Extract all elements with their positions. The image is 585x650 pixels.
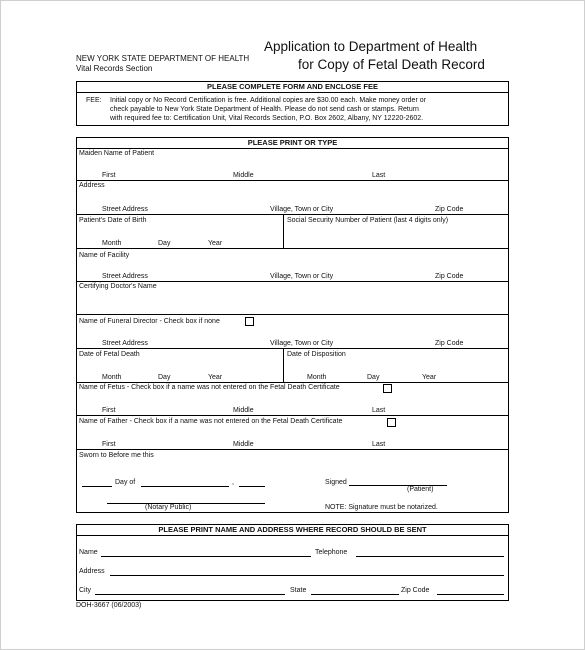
disposition-date-field[interactable]: [287, 360, 507, 372]
last-label: Last: [372, 407, 386, 414]
divider: [77, 415, 508, 416]
day-label: Day: [158, 374, 171, 381]
divider: [77, 314, 508, 315]
mail-address-label: Address: [79, 568, 105, 575]
no-fetus-name-checkbox[interactable]: [383, 384, 392, 393]
divider: [77, 348, 508, 349]
funeral-label: Name of Funeral Director - Check box if none: [79, 318, 220, 325]
funeral-director-field[interactable]: [79, 328, 507, 338]
middle-label: Middle: [233, 407, 254, 414]
fee-text-line2: check payable to New York State Department of Health. Please do not send cash or stamps. Return: [110, 106, 419, 113]
street-address-label: Street Address: [102, 340, 148, 347]
first-label: First: [102, 441, 116, 448]
comma: ,: [232, 479, 234, 486]
fee-text-line1: Initial copy or No Record Certification is free. Additional copies are $30.00 each. Make money order or: [110, 97, 426, 104]
patient-label: (Patient): [407, 486, 434, 493]
form-number: DOH-3667 (06/2003): [76, 602, 142, 609]
year-label: Year: [208, 240, 223, 247]
ssn-label: Social Security Number of Patient (last 4 digits only): [287, 217, 449, 224]
month-label: Month: [102, 240, 122, 247]
facility-label: Name of Facility: [79, 252, 130, 259]
father-name-field[interactable]: [79, 429, 507, 439]
agency-name: NEW YORK STATE DEPARTMENT OF HEALTH: [76, 54, 250, 63]
month-label: Month: [307, 374, 327, 381]
form-heading: PLEASE PRINT OR TYPE: [77, 138, 508, 149]
fetus-name-field[interactable]: [79, 395, 507, 405]
fee-box: [76, 81, 509, 126]
street-address-label: Street Address: [102, 273, 148, 280]
no-funeral-director-checkbox[interactable]: [245, 317, 254, 326]
facility-field[interactable]: [79, 260, 507, 272]
month-blank[interactable]: [141, 486, 229, 487]
fee-label: FEE:: [86, 97, 102, 104]
doctor-label: Certifying Doctor's Name: [79, 283, 157, 290]
mail-zip-label: Zip Code: [401, 587, 430, 594]
ssn-field[interactable]: [287, 226, 507, 244]
address-label: Address: [79, 182, 105, 189]
year-blank[interactable]: [239, 486, 265, 487]
notary-label: (Notary Public): [145, 504, 192, 511]
patient-address-field[interactable]: [79, 190, 507, 204]
city-label: City: [79, 587, 92, 594]
father-label: Name of Father - Check box if a name was not entered on the Fetal Death Certificate: [79, 418, 343, 425]
patient-form: [76, 137, 509, 513]
mail-heading: PLEASE PRINT NAME AND ADDRESS WHERE RECORD SHOULD BE SENT: [77, 525, 508, 536]
divider: [77, 214, 508, 215]
page-title: Application to Department of Health: [264, 39, 478, 54]
day-label: Day: [367, 374, 380, 381]
divider: [77, 248, 508, 249]
sworn-label: Sworn to Before me this: [79, 452, 154, 459]
street-address-label: Street Address: [102, 206, 148, 213]
zip-label: Zip Code: [435, 206, 464, 213]
month-label: Month: [102, 374, 122, 381]
day-label: Day: [158, 240, 171, 247]
state-field[interactable]: [311, 594, 399, 595]
divider: [77, 449, 508, 450]
middle-label: Middle: [233, 172, 254, 179]
village-label: Village, Town or City: [270, 206, 334, 213]
mail-zip-field[interactable]: [437, 594, 504, 595]
divider: [77, 281, 508, 282]
last-label: Last: [372, 441, 386, 448]
village-label: Village, Town or City: [270, 340, 334, 347]
village-label: Village, Town or City: [270, 273, 334, 280]
disposition-date-label: Date of Disposition: [287, 351, 346, 358]
day-blank[interactable]: [82, 486, 112, 487]
column-divider: [283, 214, 284, 248]
first-label: First: [102, 172, 116, 179]
middle-label: Middle: [233, 441, 254, 448]
fee-heading: PLEASE COMPLETE FORM AND ENCLOSE FEE: [77, 82, 508, 93]
fetal-death-date-label: Date of Fetal Death: [79, 351, 140, 358]
mailing-address-form: [76, 524, 509, 601]
divider: [77, 180, 508, 181]
section-name: Vital Records Section: [76, 64, 153, 73]
maiden-name-label: Maiden Name of Patient: [79, 150, 155, 157]
year-label: Year: [422, 374, 437, 381]
doctor-field[interactable]: [79, 292, 507, 310]
signed-label: Signed: [325, 479, 347, 486]
column-divider: [283, 348, 284, 382]
fetal-death-date-field[interactable]: [79, 360, 279, 372]
no-father-name-checkbox[interactable]: [387, 418, 396, 427]
city-field[interactable]: [95, 594, 285, 595]
mail-name-label: Name: [79, 549, 98, 556]
telephone-label: Telephone: [315, 549, 348, 556]
telephone-field[interactable]: [356, 556, 504, 557]
zip-label: Zip Code: [435, 273, 464, 280]
page-title-line2: for Copy of Fetal Death Record: [298, 57, 485, 72]
year-label: Year: [208, 374, 223, 381]
first-label: First: [102, 407, 116, 414]
dob-field[interactable]: [79, 226, 279, 238]
day-of-label: Day of: [115, 479, 136, 486]
mail-address-field[interactable]: [110, 575, 504, 576]
state-label: State: [290, 587, 307, 594]
zip-label: Zip Code: [435, 340, 464, 347]
divider: [77, 382, 508, 383]
fetus-label: Name of Fetus - Check box if a name was not entered on the Fetal Death Certificate: [79, 384, 340, 391]
fee-text-line3: with required fee to: Certification Unit, Vital Records Section, P.O. Box 2602, Albany, NY 12220-2602.: [110, 115, 424, 122]
maiden-name-field[interactable]: [79, 158, 507, 172]
mail-name-field[interactable]: [101, 556, 311, 557]
dob-label: Patient's Date of Birth: [79, 217, 147, 224]
notarize-note: NOTE: Signature must be notarized.: [325, 504, 438, 511]
last-label: Last: [372, 172, 386, 179]
